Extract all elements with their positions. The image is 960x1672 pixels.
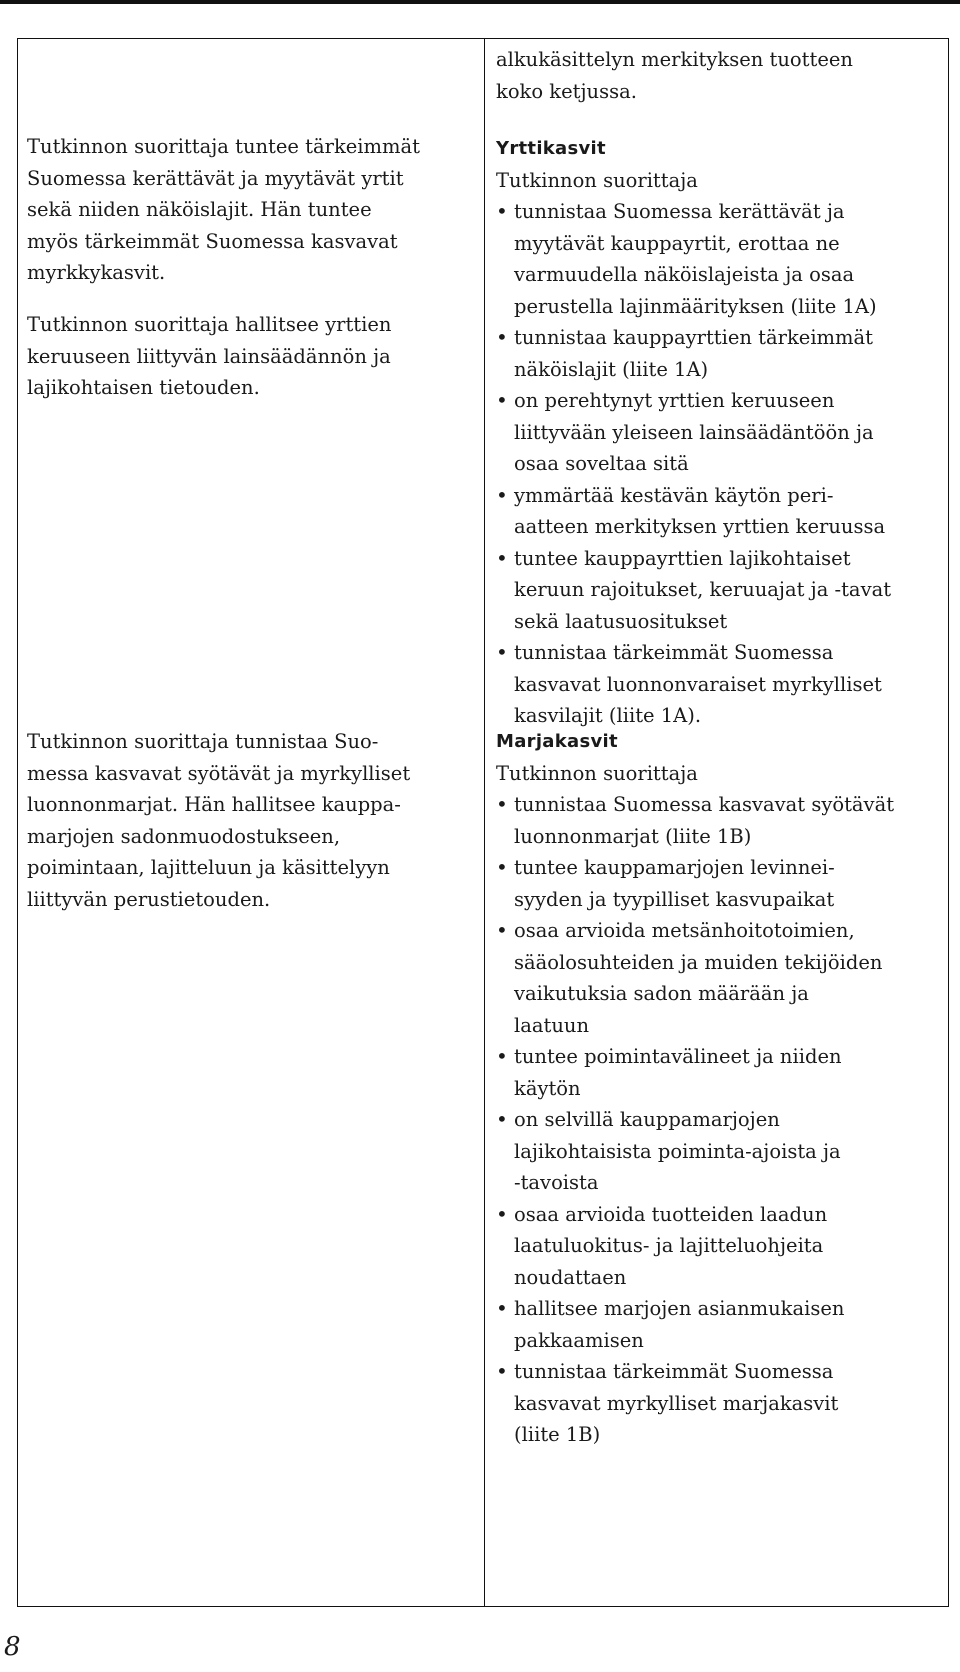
list-item [496,915,936,1041]
text-line: luonnonmarjat (liite 1B) [514,824,752,848]
text-line: • osaa arvioida tuotteiden laadun [514,1202,828,1226]
list-item [496,1356,936,1451]
text-line: sekä niiden näköislajit. Hän tuntee [27,198,372,221]
text-line: • osaa arvioida metsänhoitotoimien, [514,919,855,942]
text-line: • tuntee poimintavälineet ja niiden [514,1045,842,1068]
text-line: • tunnistaa Suomessa kerättävät ja [514,200,845,223]
text-line: noudattaen [514,1265,627,1289]
list-item [496,385,936,480]
text-line: messa kasvavat syötävät ja myrkylliset [27,761,411,785]
list-item [496,322,936,385]
page-number: 8 [4,1632,21,1662]
text-line: sääolosuhteiden ja muiden tekijöiden [514,950,883,974]
text-line: liittyvään yleiseen lainsäädäntöön ja [514,420,874,444]
text-line: laatuluokitus- ja lajitteluohjeita [514,1234,824,1257]
text-line: näköislajit (liite 1A) [514,357,709,381]
list-item [496,1293,936,1356]
text-line: perustella lajinmäärityksen (liite 1A) [514,294,877,318]
section-yrttikasvit [496,133,936,732]
text-line: sekä laatusuositukset [514,609,728,633]
text-line: • tunnistaa tärkeimmät Suomessa [514,641,834,664]
text-line: • ymmärtää kestävän käytön peri- [514,483,834,507]
text-line: kasvavat myrkylliset marjakasvit [514,1391,839,1415]
text-line: Tutkinnon suorittaja hallitsee yrttien [27,313,392,336]
text-line: myös tärkeimmät Suomessa kasvavat [27,229,398,253]
paragraph [27,131,473,289]
section-lead: Tutkinnon suorittaja [496,168,698,192]
text-line: Suomessa kerättävät ja myytävät yrtit [27,166,404,190]
right-intro [496,44,936,107]
text-line: poimintaan, lajitteluun ja käsittelyyn [27,856,390,879]
text-line: • on selvillä kauppamarjojen [514,1108,780,1131]
list-item [496,852,936,915]
left-paragraph-1 [27,131,473,289]
text-line: myrkkykasvit. [27,261,166,284]
paragraph [27,309,473,404]
text-line: (liite 1B) [514,1423,601,1446]
text-line: Tutkinnon suorittaja tunnistaa Suo- [27,730,379,753]
text-line: osaa soveltaa sitä [514,452,689,475]
list-item [496,1104,936,1199]
section-heading: Marjakasvit [496,731,618,752]
list-item [496,1199,936,1294]
paragraph [27,726,473,915]
text-line: kasvilajit (liite 1A). [514,704,702,727]
text-line: alkukäsittelyn merkityksen tuotteen [496,48,853,71]
left-paragraph-2 [27,309,473,404]
text-line: laatuun [514,1013,590,1037]
text-line: • tunnistaa tärkeimmät Suomessa [514,1360,834,1383]
text-line: • tuntee kauppayrttien lajikohtaiset [514,546,851,570]
text-line: lajikohtaisista poiminta-ajoista ja [514,1139,841,1163]
text-line: aatteen merkityksen yrttien keruussa [514,515,886,538]
text-line: marjojen sadonmuodostukseen, [27,824,341,848]
text-line: käytön [514,1076,581,1100]
text-line: keruun rajoitukset, keruuajat ja -tavat [514,578,892,601]
list-item [496,196,936,322]
text-line: Tutkinnon suorittaja tuntee tärkeimmät [27,135,420,158]
text-line: syyden ja tyypilliset kasvupaikat [514,887,835,911]
list-item [496,480,936,543]
text-line: • hallitsee marjojen asianmukaisen [514,1297,845,1320]
text-line: myytävät kauppayrtit, erottaa ne [514,231,840,255]
text-line: • tunnistaa Suomessa kasvavat syötävät [514,793,895,816]
bullet-list [496,789,936,1451]
text-line: vaikutuksia sadon määrään ja [514,982,809,1005]
text-line: • tunnistaa kauppayrttien tärkeimmät [514,326,873,349]
left-paragraph-3 [27,726,473,915]
text-line: liittyvän perustietouden. [27,887,271,911]
top-rule [0,0,960,4]
column-divider [484,38,485,1607]
list-item [496,637,936,732]
bullet-list [496,196,936,732]
text-line: lajikohtaisen tietouden. [27,376,260,399]
text-line: kasvavat luonnonvaraiset myrkylliset [514,672,882,696]
section-marjakasvit [496,726,936,1451]
text-line: -tavoista [514,1171,599,1194]
list-item [496,789,936,852]
list-item [496,543,936,638]
section-lead: Tutkinnon suorittaja [496,761,698,785]
text-line: • tuntee kauppamarjojen levinnei- [514,856,835,879]
text-line: pakkaamisen [514,1328,644,1352]
text-line: koko ketjussa. [496,79,637,103]
text-line: • on perehtynyt yrttien keruuseen [514,389,835,412]
section-heading: Yrttikasvit [496,138,606,159]
text-line: luonnonmarjat. Hän hallitsee kauppa- [27,793,401,816]
list-item [496,1041,936,1104]
text-line: varmuudella näköislajeista ja osaa [514,263,855,286]
text-line: keruuseen liittyvän lainsäädännön ja [27,344,391,368]
